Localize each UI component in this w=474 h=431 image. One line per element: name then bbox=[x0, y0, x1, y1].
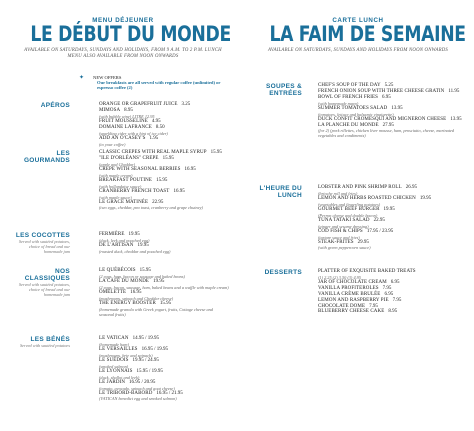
menu-item bbox=[318, 106, 468, 117]
item-description: (to your coffee) bbox=[99, 141, 126, 147]
item-description: (Perron cheese and double bacon) bbox=[318, 212, 378, 218]
section-subheading: Served with sautéed potatoes, choice of bread and our homemade jam bbox=[18, 239, 70, 254]
section-label bbox=[250, 269, 302, 276]
item-price: 5.25 bbox=[384, 83, 394, 88]
item-description: (tomato, avocado, spinach and goat cheese) bbox=[99, 385, 175, 391]
item-name: DOMAINE LAFRANCE bbox=[99, 124, 152, 130]
availability-note: AVAILABLE ON SATURDAYS, SUNDAYS AND HOLIDAYS, FROM 9 A.M. TO 2 P.M. LUNCH MENU ALSO AVAILABLE FROM NOON ONWARDS bbox=[24, 48, 222, 59]
item-name: OMELETTE bbox=[99, 289, 127, 295]
item-name: VANILLA PROFITEROLES bbox=[318, 285, 379, 291]
section-subheading: Served with sautéed potatoes, choice of bread and our homemade jam bbox=[18, 282, 70, 297]
item-price: 7.95 bbox=[392, 297, 402, 303]
menu-item bbox=[99, 336, 229, 347]
item-price: 6.95 bbox=[384, 291, 394, 297]
item-price: 15.95 / 19.95 bbox=[136, 368, 163, 374]
item-name: DE L'ARTISAN bbox=[99, 242, 134, 248]
item-name: ORANGE OR GRAPEFRUIT JUICE bbox=[99, 102, 178, 107]
item-price: 13.95 bbox=[450, 116, 462, 122]
item-description: (with homemade mayo) bbox=[318, 100, 359, 106]
item-name: LE JARDIN bbox=[99, 379, 126, 385]
menu-item bbox=[99, 347, 229, 358]
item-price: 19.95 bbox=[153, 278, 165, 284]
item-price: 19.95 bbox=[383, 206, 395, 212]
menu-subtitle: CARTE LUNCH bbox=[332, 17, 384, 24]
item-description: (2 eggs, ham, bacon or sausage and baked beans) bbox=[99, 273, 185, 279]
item-description: (homemade ham) bbox=[99, 341, 129, 347]
item-description: (duck, leek and poached egg) bbox=[99, 237, 150, 243]
item-price: 16.95 / 19.95 bbox=[141, 346, 168, 352]
item-price: 15.95 bbox=[210, 150, 222, 155]
item-description: (with bubbly wine) LITRE 12.95 bbox=[99, 113, 155, 119]
menu-item bbox=[99, 279, 229, 290]
menu-item bbox=[99, 108, 229, 119]
item-name: COD FISH & CHIPS bbox=[318, 228, 363, 234]
availability-note: AVAILABLE ON SATURDAYS, SUNDAYS AND HOLIDAYS FROM NOON ONWARDS bbox=[267, 48, 449, 53]
item-name: CHOCOLATE DOME bbox=[318, 303, 366, 309]
item-description: (sparkling cider with a hint of ice cider) bbox=[99, 130, 168, 136]
item-price: 19.95 bbox=[137, 242, 149, 248]
item-description: (tomatoes, lettuce and balsamic vinaigrette) bbox=[318, 111, 394, 117]
item-description: (1) 2.25 (2) 3.50 (3) 4.95 bbox=[318, 274, 361, 280]
item-name: LEMON AND HERBS ROASTED CHICKEN bbox=[318, 195, 416, 201]
menu-item bbox=[99, 178, 229, 189]
menu-item bbox=[99, 268, 229, 279]
item-description: (tartare sauce and fries) bbox=[318, 234, 360, 240]
menu-item bbox=[99, 125, 229, 136]
item-name: TUNA TATAKI SALAD bbox=[318, 217, 370, 223]
item-description: (vegetables and fingerling potatoes) bbox=[318, 201, 381, 207]
item-description: (for 2) (pork rillettes, chicken liver mousse, ham, prosciutto, cheese, marinated vegetables and condiments) bbox=[318, 128, 454, 139]
item-price: 26.95 bbox=[405, 185, 417, 190]
section-items bbox=[318, 269, 468, 315]
item-price: 16.95 / 20.95 bbox=[129, 379, 156, 385]
menu-item bbox=[318, 123, 468, 139]
item-name: SUMMER TOMATOES SALAD bbox=[318, 105, 388, 111]
item-name: THE ENERGY BOOSTER bbox=[99, 300, 156, 306]
menu-item bbox=[318, 95, 468, 106]
new-offers-label: NEW OFFERS bbox=[93, 75, 122, 80]
item-price: 17.95 / 23.95 bbox=[366, 228, 394, 234]
item-price: 15.95 bbox=[159, 300, 172, 306]
item-name: PLATTER OF EXQUISITE BAKED TREATS bbox=[318, 269, 416, 274]
item-name: LE QUÉBÉCOIS bbox=[99, 268, 136, 273]
item-name: BOWL OF FRENCH FRIES bbox=[318, 94, 379, 100]
item-description: (roasted duck, cheddar and poached egg) bbox=[99, 248, 171, 254]
item-name: BLUEBERRY CHEESE CAKE bbox=[318, 309, 385, 315]
section-items bbox=[99, 336, 229, 401]
menu-item bbox=[99, 200, 229, 211]
section-items bbox=[99, 102, 229, 147]
section-heading: DESSERTS bbox=[264, 269, 302, 276]
menu-item bbox=[99, 358, 229, 369]
section-items bbox=[99, 150, 229, 210]
item-name: CREPE WITH SEASONAL BERRIES bbox=[99, 166, 181, 172]
item-price: 15.95 bbox=[162, 155, 174, 161]
menu-item bbox=[318, 309, 468, 315]
menu-item bbox=[318, 269, 468, 280]
menu-title: LE DÉBUT DU MONDE bbox=[30, 22, 231, 46]
item-description: (with hollandaise sauce) bbox=[99, 183, 142, 189]
item-description: (brioche roll and fries) bbox=[318, 190, 358, 196]
item-name: LE LYONNAIS bbox=[99, 368, 133, 374]
section-label bbox=[10, 150, 70, 164]
item-price: 16.95 / 21.95 bbox=[156, 390, 183, 396]
item-price: 16.95 bbox=[173, 188, 185, 194]
item-price: 22.95 bbox=[373, 217, 385, 223]
item-price: 7.95 bbox=[369, 303, 378, 309]
item-description: (smoked salmon) bbox=[99, 363, 129, 369]
section-heading: L'HEURE DU LUNCH bbox=[259, 185, 302, 199]
item-name: STEAK-FRITES bbox=[318, 239, 354, 245]
item-name: VANILLA CRÈME BRULÉE bbox=[318, 291, 381, 297]
item-name: FERMIÈRE bbox=[99, 232, 125, 237]
section-items bbox=[318, 83, 468, 138]
item-description: (two eggs, cheddar, pea toast, cranberry and grape chutney) bbox=[99, 205, 203, 211]
item-name: "ILE D'ORLÉANS" CREPE bbox=[99, 155, 159, 161]
section-label bbox=[10, 336, 70, 348]
item-description: (apple and Cheddar) bbox=[99, 161, 136, 167]
item-name: DUCK CONFIT CROMESQUI AND MIGNERON CHEESE bbox=[318, 116, 447, 122]
item-price: 14.95 / 19.95 bbox=[132, 336, 159, 341]
section-items bbox=[318, 185, 468, 250]
menu-subtitle: MENU DÉJEUNER bbox=[92, 17, 154, 24]
item-name: LE SUÉDOIS bbox=[99, 357, 129, 363]
item-name: LE GRACE MATINÉE bbox=[99, 199, 149, 205]
item-price: 16.95 bbox=[130, 289, 142, 295]
menu-item bbox=[99, 391, 229, 402]
item-price: 7.95 bbox=[382, 285, 392, 291]
section-heading: SOUPES & ENTRÉES bbox=[266, 83, 302, 97]
item-description: (2 eggs, bacon, sausage, ham, baked beans and a waffle with maple cream) bbox=[99, 284, 229, 290]
item-name: LA PLANCHE DU MONDE bbox=[318, 122, 379, 128]
menu-item bbox=[318, 218, 468, 229]
menu-item bbox=[99, 156, 229, 167]
item-price: 6.95 bbox=[390, 279, 400, 285]
section-heading: NOS CLASSIQUES bbox=[24, 268, 70, 282]
menu-item bbox=[99, 232, 229, 243]
item-price: 19.95 / 24.95 bbox=[132, 357, 159, 363]
item-name: MIMOSA bbox=[99, 107, 121, 113]
item-name: LOBSTER AND PINK SHRIMP ROLL bbox=[318, 185, 402, 190]
menu-title: LA FAIM DE SEMAINE bbox=[269, 22, 466, 46]
section-subheading: Served with sautéed potatoes bbox=[19, 343, 70, 348]
item-name: LA CAFÉ DU MONDE bbox=[99, 278, 150, 284]
menu-item bbox=[99, 243, 229, 254]
item-description: (homemade granola with Greek yogurt, fruits, Cottage cheese and seasonal fruits) bbox=[99, 306, 213, 317]
section-heading: LES COCOTTES bbox=[15, 232, 70, 239]
item-description: (mushrooms, brie and spinach) bbox=[99, 352, 153, 358]
item-description: (mushrooms, spinach and Cheddar cheese) bbox=[99, 295, 174, 301]
item-price: 11.95 bbox=[448, 88, 460, 94]
menu-item bbox=[99, 369, 229, 380]
item-description: (VATICAN benedict egg and smoked salmon) bbox=[99, 396, 177, 402]
section-label bbox=[10, 268, 70, 297]
lunch-menu bbox=[250, 0, 466, 54]
section-label bbox=[10, 102, 70, 109]
item-price: 8.95 bbox=[388, 309, 398, 315]
menu-item bbox=[318, 185, 468, 196]
section-label bbox=[10, 232, 70, 254]
new-offer-icon: ✦ bbox=[79, 75, 85, 81]
item-price: 8.95 bbox=[124, 107, 133, 113]
section-label bbox=[250, 185, 302, 199]
section-label bbox=[250, 83, 302, 97]
item-name: FRENCH ONION SOUP WITH THREE CHEESE GRATIN bbox=[318, 88, 445, 94]
item-name: LE TRIBORD-BABORD bbox=[99, 390, 153, 396]
menu-item bbox=[318, 196, 468, 207]
item-price: 15.95 bbox=[156, 177, 168, 183]
section-items bbox=[99, 232, 229, 254]
item-price: 15.95 bbox=[139, 268, 151, 273]
menu-item bbox=[99, 290, 229, 301]
item-price: 6.95 bbox=[382, 94, 391, 100]
menu-item bbox=[99, 136, 229, 147]
menu-item bbox=[99, 189, 229, 200]
item-description: (with maple cream) bbox=[99, 172, 133, 178]
section-items bbox=[99, 268, 229, 317]
menu-item bbox=[99, 301, 229, 317]
breakfast-menu bbox=[10, 0, 236, 59]
menu-item bbox=[318, 229, 468, 240]
item-price: 16.95 bbox=[184, 166, 196, 172]
item-price: 19.95 bbox=[128, 232, 140, 237]
item-name: CLASSIC CREPES WITH REAL MAPLE SYRUP bbox=[99, 150, 207, 155]
item-name: GOURMET BEEF BURGER bbox=[318, 206, 380, 212]
menu-item bbox=[99, 167, 229, 178]
breakfast-intro: Our breakfasts are all served with regular coffee (unlimited) or espresso coffee (2) bbox=[97, 80, 221, 91]
menu-item bbox=[99, 380, 229, 391]
item-name: ADD AN O'CASEY'S bbox=[99, 135, 146, 141]
section-heading: LES GOURMANDS bbox=[23, 150, 70, 164]
item-name: LE VERSAILLES bbox=[99, 346, 138, 352]
item-price: 13.95 bbox=[391, 105, 403, 111]
item-name: CRANBERRY FRENCH TOAST bbox=[99, 188, 170, 194]
item-price: 4.95 bbox=[151, 118, 161, 124]
item-description: (duck, shallot and leek) bbox=[99, 374, 140, 380]
section-heading: APÉROS bbox=[40, 102, 70, 109]
item-description: (ginger and sesame dressing) bbox=[318, 223, 369, 229]
item-price: 22.95 bbox=[152, 199, 164, 205]
item-name: FRUIT MOUSSELINE bbox=[99, 118, 148, 124]
item-name: JAR OF CHOCOLATE CREAM bbox=[318, 279, 387, 285]
item-name: BREAKFAST POUTINE bbox=[99, 177, 153, 183]
item-name: CHEF'S SOUP OF THE DAY bbox=[318, 83, 381, 88]
section-heading: LES BÉNÉS bbox=[30, 336, 70, 343]
item-price: 29.95 bbox=[357, 239, 369, 245]
item-price: 19.95 bbox=[419, 195, 432, 201]
item-name: LE VATICAN bbox=[99, 336, 129, 341]
menu-item bbox=[318, 240, 468, 251]
item-price: 1.95 bbox=[149, 135, 159, 141]
item-price: 3.25 bbox=[181, 102, 191, 107]
menu-item bbox=[318, 207, 468, 218]
item-price: 27.95 bbox=[382, 122, 394, 128]
item-description: (with maple sauce) bbox=[99, 194, 132, 200]
item-price: 8.50 bbox=[155, 124, 165, 130]
item-description: (with green peppercorn sauce) bbox=[318, 245, 371, 251]
item-name: LEMON AND RASPBERRY PIE bbox=[318, 297, 389, 303]
